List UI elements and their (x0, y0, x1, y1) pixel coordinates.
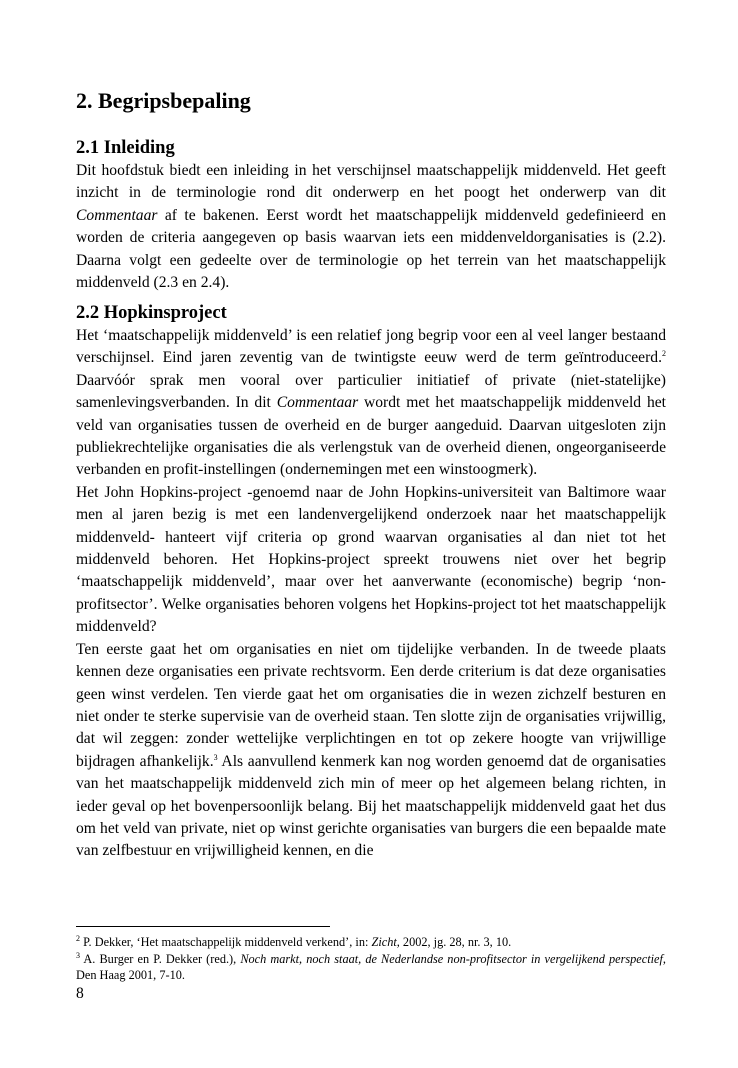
paragraph-text: Als aanvullend kenmerk kan nog worden genoemd dat de organisaties van het maatschappelijk middenveld zich min of meer op het algemeen belang richten, in ieder geval op het bovenpersoonlijk belang. Bij het maatschappelijk middenveld gaat het dus om het veld van private, niet op winst gerichte organisaties van burgers die een bepaalde mate van zelfbestuur en vrijwilligheid kennen, en die (76, 752, 666, 860)
section-heading: 2.2 Hopkinsproject (76, 303, 227, 323)
footnote-ref[interactable]: 3 (213, 752, 218, 762)
emphasis: Noch markt, noch staat, de Nederlandse non-profitsector in vergelijkend perspectief (240, 952, 663, 966)
section-inleiding (76, 136, 666, 294)
paragraph-text: wordt met het maatschappelijk middenveld het veld van organisaties tussen de overheid en de burger aangeduid. Daarvan uitgesloten zijn publiekrechtelijke organisaties die als verlengstuk van de overheid dienen, ongeorganiseerde verbanden en profit-instellingen (ondernemingen met een winstoogmerk). (76, 394, 666, 479)
chapter-title: 2. Begripsbepaling (76, 88, 251, 113)
footnote (76, 951, 666, 983)
page-number: 8 (76, 985, 84, 1002)
footnote-text: A. Burger en P. Dekker (red.), (80, 952, 241, 966)
emphasis: Commentaar (76, 206, 158, 224)
footnote-text: P. Dekker, ‘Het maatschappelijk middenveld verkend’, in: (80, 935, 372, 949)
paragraph: Het John Hopkins-project -genoemd naar de John Hopkins-universiteit van Baltimore waar men al jaren bezig is met een landenvergelijkend onderzoek naar het maatschappelijk middenveld- hanteert vijf criteria op grond waarvan organisaties al dan niet tot het middenveld behoren. Het Hopkins-project spreekt trouwens niet over het begrip ‘maatschappelijk middenveld’, maar over het aanverwante (economische) begrip ‘non-profitsector’. Welke organisaties behoren volgens het Hopkins-project tot het maatschappelijk middenveld? (76, 483, 666, 636)
footnote-number: 2 (76, 934, 80, 943)
footnote-text: , Den Haag 2001, 7-10. (76, 952, 666, 982)
paragraph-text: Dit hoofdstuk biedt een inleiding in het verschijnsel maatschappelijk middenveld. Het geeft inzicht in de terminologie rond dit onderwerp en het poogt het onderwerp van dit (76, 162, 666, 202)
footnote-number: 3 (76, 951, 80, 960)
paragraph-text: Het ‘maatschappelijk middenveld’ is een relatief jong begrip voor een al veel langer bestaand verschijnsel. Eind jaren zeventig van de twintigste eeuw werd de term geïntroduceerd. (76, 327, 666, 367)
footnote-ref[interactable]: 2 (662, 349, 666, 359)
paragraph (76, 160, 666, 294)
footnote-text: 2002, jg. 28, nr. 3, 10. (399, 935, 512, 949)
paragraph (76, 325, 666, 482)
paragraph-text: Daarvóór sprak men vooral over particulier initiatief of private (niet-statelijke) samenlevingsverbanden. In dit (76, 371, 666, 412)
emphasis: Zicht, (371, 935, 400, 949)
footnote-divider (76, 926, 330, 927)
paragraph-text: af te bakenen. Eerst wordt het maatschappelijk middenveld gedefinieerd en worden de criteria aangegeven op basis waarvan iets een middenveldorganisaties is (2.2). Daarna volgt een gedeelte over de terminologie op het terrein van het maatschappelijk middenveld (2.3 en 2.4). (76, 206, 666, 292)
section-hopkinsproject (76, 301, 666, 863)
paragraph (76, 639, 666, 863)
emphasis: Commentaar (276, 394, 359, 412)
paragraph-text: Ten eerste gaat het om organisaties en niet om tijdelijke verbanden. In de tweede plaats kennen deze organisaties een private rechtsvorm. Een derde criterium is dat deze organisaties geen winst verdelen. Ten vierde gaat het om organisaties die in wezen zichzelf besturen en niet onder te sterke supervisie van de overheid staan. Ten slotte zijn de organisaties vrijwillig, dat wil zeggen: zonder wettelijke verplichtingen en tot op zekere hoogte van vrijwillige bijdragen afhankelijk. (76, 640, 666, 770)
footnote (76, 934, 666, 950)
section-heading: 2.1 Inleiding (76, 138, 175, 158)
